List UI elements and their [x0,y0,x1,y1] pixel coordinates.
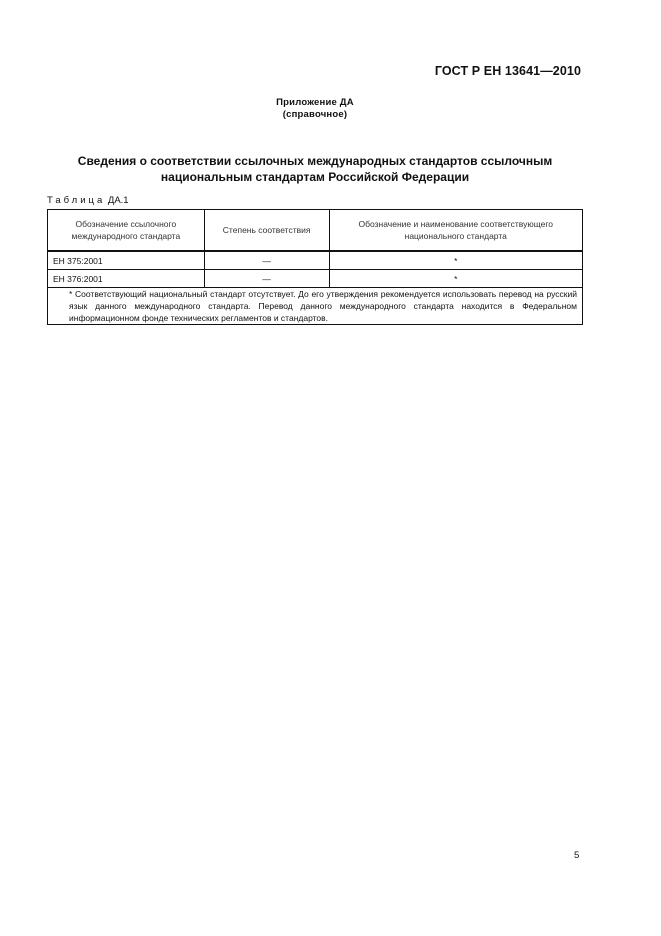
table-footnote-row [48,288,583,325]
table-footnote [48,288,583,325]
column-header-label: Степень соответствия [222,225,311,235]
column-header-national-standard [329,210,582,252]
cell-designation: ЕН 375:2001 [48,251,205,270]
cell-degree: — [204,270,329,288]
appendix-title: Приложение ДА [276,97,354,108]
cell-degree: — [204,251,329,270]
cell-designation: ЕН 376:2001 [48,270,205,288]
column-header-label: Обозначение ссылочного международного стандарта [71,219,181,241]
table-row [48,251,583,270]
table-caption-word: Таблица [47,195,106,206]
cell-national: * [329,251,582,270]
table-header-row [48,210,583,252]
footnote-text: * Соответствующий национальный стандарт отсутствует. До его утверждения рекомендуется использовать перевод на русский язык данного международного стандарта. Перевод данного международного стандарта находится в Федеральном информационном фонде технических регламентов и стандартов. [69,289,577,323]
reference-standards-table [47,209,583,325]
section-title [0,153,630,185]
column-header-label: Обозначение и наименование соответствующего национального стандарта [358,219,553,241]
table-caption [47,195,129,206]
column-header-international-designation [48,210,205,252]
column-header-degree [204,210,329,252]
page-number: 5 [574,850,580,861]
cell-national: * [329,270,582,288]
table-row [48,270,583,288]
section-title-line-2: национальным стандартам Российской Федерации [160,170,470,184]
table-caption-id: ДА.1 [107,195,129,206]
appendix-subtitle: (справочное) [282,109,348,120]
section-title-line-1: Сведения о соответствии ссылочных международных стандартов ссылочным [77,154,553,168]
appendix-heading [0,97,630,121]
document-code: ГОСТ Р ЕН 13641—2010 [434,64,581,78]
